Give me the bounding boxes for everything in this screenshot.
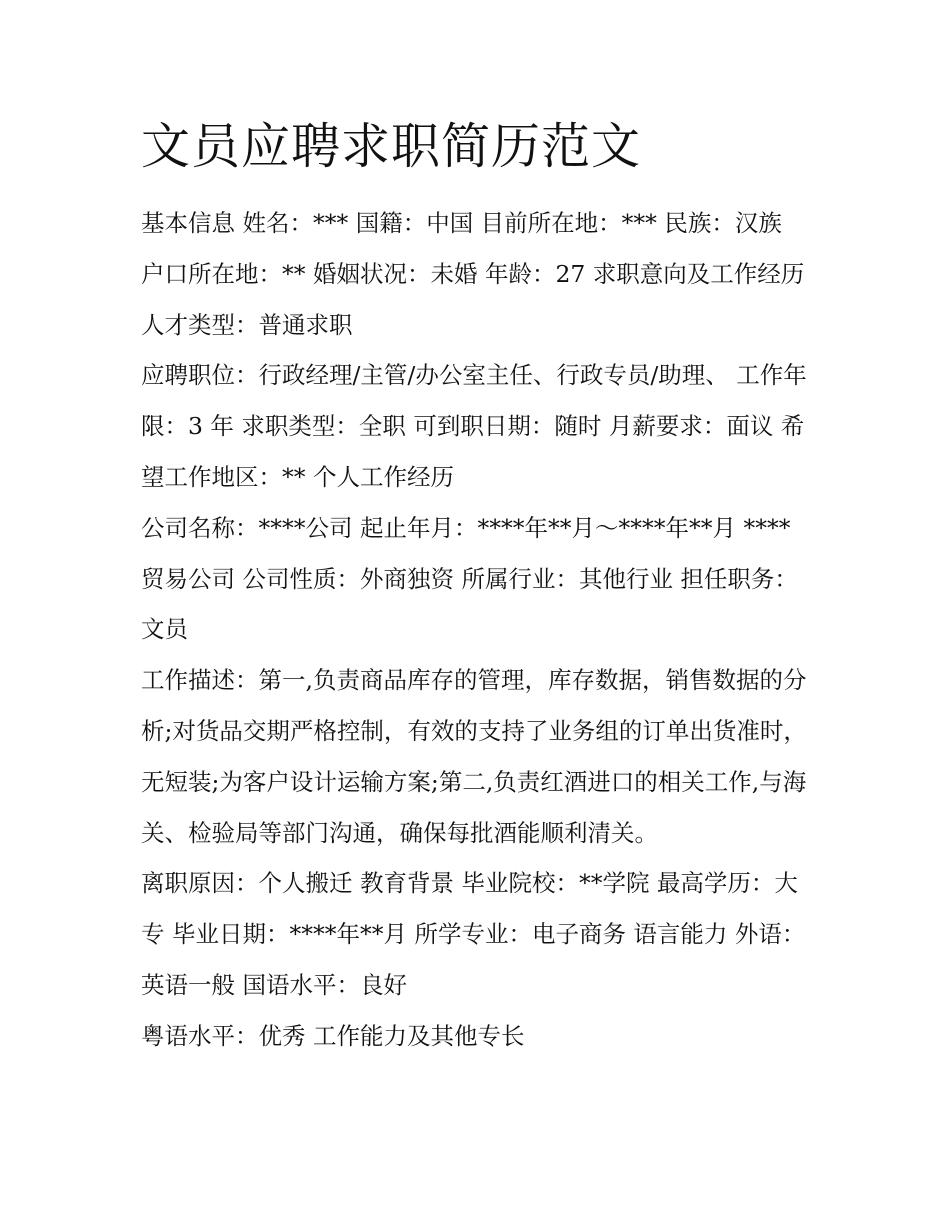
paragraph-company-info: 公司名称：****公司 起止年月：****年**月～****年**月 ****贸易公司 公司性质：外商独资 所属行业：其他行业 担任职务：文员 (141, 513, 798, 644)
paragraph-skills: 粤语水平：优秀 工作能力及其他专长 (141, 1021, 525, 1050)
paragraph-job-intention: 应聘职位：行政经理/主管/办公室主任、行政专员/助理、 工作年限：3 年 求职类型：全职 可到职日期：随时 月薪要求：面议 希望工作地区：** 个人工作经历 (141, 361, 807, 491)
document-title: 文员应聘求职简历范文 (141, 118, 642, 175)
paragraph-job-description: 工作描述：第一,负责商品库存的管理，库存数据，销售数据的分析;对货品交期严格控制，有效的支持了业务组的订单出货准时，无短装;为客户设计运输方案;第二,负责红酒进口的相关工作,与海关、检验局等部门沟通，确保每批酒能顺利清关。 (141, 666, 807, 847)
paragraph-basic-info: 基本信息 姓名：*** 国籍：中国 目前所在地：*** 民族：汉族 户口所在地：** 婚姻状况：未婚 年龄：27 求职意向及工作经历 人才类型：普通求职 (141, 209, 805, 339)
paragraph-education: 离职原因：个人搬迁 教育背景 毕业院校：**学院 最高学历：大专 毕业日期：****年**月 所学专业：电子商务 语言能力 外语：英语一般 国语水平：良好 (141, 869, 806, 999)
document-body (141, 198, 809, 1062)
